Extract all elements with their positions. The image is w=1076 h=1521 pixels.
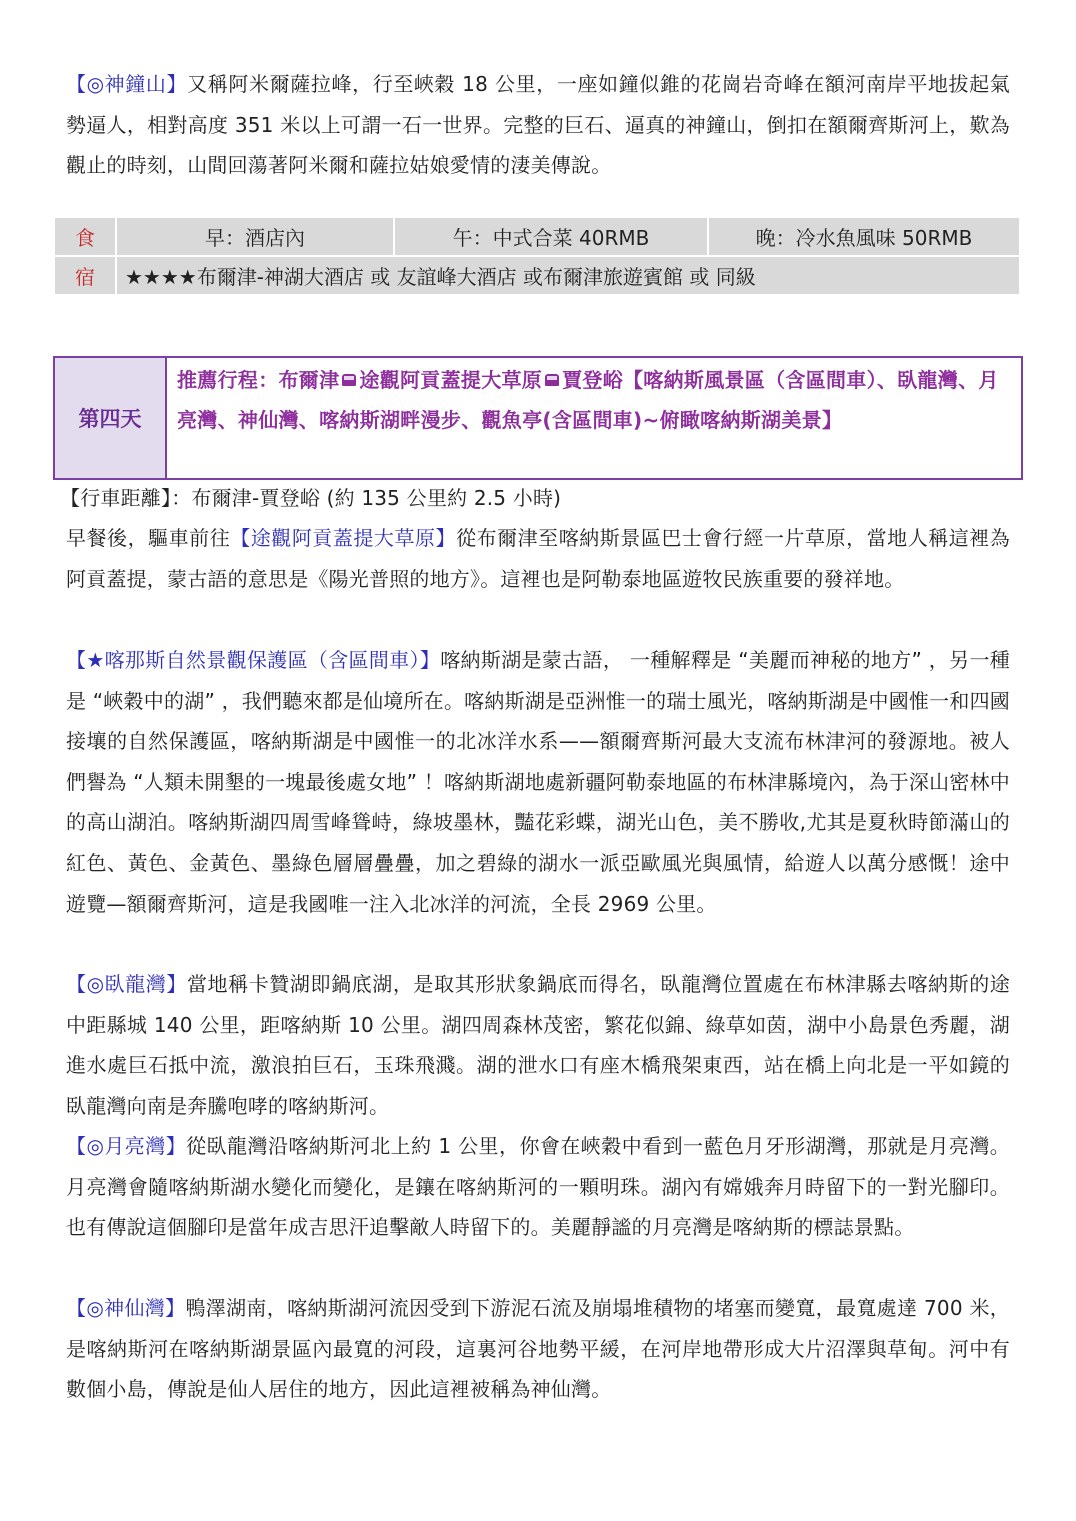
agongaiti-tag: 【途觀阿貢蓋提大草原】 xyxy=(230,526,457,550)
stay-row xyxy=(54,256,1020,295)
food-key: 食 xyxy=(54,217,116,256)
lunch-cell: 午：中式合菜 40RMB xyxy=(394,217,708,256)
agongaiti-lead: 早餐後，驅車前往 xyxy=(66,526,231,550)
bus-icon xyxy=(342,374,356,386)
shenzhong-paragraph xyxy=(66,64,1010,186)
dinner-cell: 晚：冷水魚風味 50RMB xyxy=(708,217,1020,256)
breakfast-cell: 早：酒店內 xyxy=(116,217,394,256)
meal-table xyxy=(53,216,1021,296)
stay-key: 宿 xyxy=(54,256,116,295)
shenzhong-text: 又稱阿米爾薩拉峰，行至峽穀 18 公里，一座如鐘似錐的花崗岩奇峰在額河南岸平地拔起氣勢逼人，相對高度 351 米以上可謂一石一世界。完整的巨石、逼真的神鐘山，倒扣在額爾齊斯河上，歎為觀止的時刻，山間回蕩著阿米爾和薩拉姑娘愛情的淒美傳說。 xyxy=(66,72,1010,178)
yueliang-text: 從臥龍灣沿喀納斯河北上約 1 公里，你會在峽穀中看到一藍色月牙形湖灣，那就是月亮灣。月亮灣會隨喀納斯湖水變化而變化，是鑲在喀納斯河的一顆明珠。湖內有嫦娥奔月時留下的一對光腳印。也有傳說這個腳印是當年成吉思汗追擊敵人時留下的。美麗靜謐的月亮灣是喀納斯的標誌景點。 xyxy=(66,1134,1010,1240)
distance-line: 【行車距離】：布爾津-賈登峪 (約 135 公里約 2.5 小時) xyxy=(60,486,562,510)
kanas-paragraph xyxy=(66,640,1010,924)
day-title-b: 途觀阿貢蓋提大草原 xyxy=(359,368,543,392)
day-title-a: 推薦行程：布爾津 xyxy=(177,368,340,392)
bus-icon xyxy=(545,374,559,386)
wolong-text: 當地稱卡贊湖即鍋底湖，是取其形狀象鍋底而得名，臥龍灣位置處在布林津縣去喀納斯的途中距縣城 140 公里，距喀納斯 10 公里。湖四周森林茂密，繁花似錦、綠草如茵，湖中小島景色秀麗，湖進水處巨石抵中流，激浪拍巨石，玉珠飛濺。湖的泄水口有座木橋飛架東西，站在橋上向北是一平如鏡的臥龍灣向南是奔騰咆哮的喀納斯河。 xyxy=(66,972,1010,1118)
wolong-paragraph xyxy=(66,964,1010,1126)
shenxian-text: 鴨澤湖南，喀納斯湖河流因受到下游泥石流及崩塌堆積物的堵塞而變寬，最寬處達 700 米，是喀納斯河在喀納斯湖景區內最寬的河段，這裏河谷地勢平緩，在河岸地帶形成大片沼澤與草甸。河中有數個小島，傳說是仙人居住的地方，因此這裡被稱為神仙灣。 xyxy=(66,1296,1010,1402)
agongaiti-paragraph xyxy=(66,518,1010,599)
shenzhong-tag: 【◎神鐘山】 xyxy=(66,72,188,96)
shenxian-paragraph xyxy=(66,1288,1010,1410)
day-label: 第四天 xyxy=(55,358,167,478)
stay-cell: ★★★★布爾津-神湖大酒店 或 友誼峰大酒店 或布爾津旅遊賓館 或 同級 xyxy=(116,256,1020,295)
yueliang-paragraph xyxy=(66,1126,1010,1248)
kanas-text: 喀納斯湖是蒙古語， 一種解釋是 “美麗而神秘的地方” ，另一種是 “峽穀中的湖” ，我們聽來都是仙境所在。喀納斯湖是亞洲惟一的瑞士風光，喀納斯湖是中國惟一和四國接壤的自然保護區，喀納斯湖是中國惟一的北冰洋水系——額爾齊斯河最大支流布林津河的發源地。被人們譽為 “人類未開墾的一塊最後處女地” ！喀納斯湖地處新疆阿勒泰地區的布林津縣境內，為于深山密林中的高山湖泊。喀納斯湖四周雪峰聳峙，綠坡墨林，豔花彩蝶，湖光山色，美不勝收,尤其是夏秋時節滿山的紅色、黃色、金黃色、墨綠色層層疊疊，加之碧綠的湖水一派亞歐風光與風情，給遊人以萬分感慨！途中遊覽—額爾齊斯河，這是我國唯一注入北冰洋的河流，全長 2969 公里。 xyxy=(66,648,1010,916)
wolong-tag: 【◎臥龍灣】 xyxy=(66,972,187,996)
food-row xyxy=(54,217,1020,256)
day-title-c: 賈登峪【喀納斯風景區（含區間車）、臥龍灣、月亮灣、神仙灣、喀納斯湖畔漫步、觀魚亭(含區間車)~俯瞰喀納斯湖美景】 xyxy=(177,368,999,432)
yueliang-tag: 【◎月亮灣】 xyxy=(66,1134,187,1158)
agongaiti-text: 從布爾津至喀納斯景區巴士會行經一片草原，當地人稱這裡為阿貢蓋提，蒙古語的意思是《陽光普照的地方》。這裡也是阿勒泰地區遊牧民族重要的發祥地。 xyxy=(66,526,1011,591)
day-header xyxy=(53,356,1023,480)
kanas-tag: 【★喀那斯自然景觀保護區（含區間車）】 xyxy=(66,648,441,672)
shenxian-tag: 【◎神仙灣】 xyxy=(66,1296,186,1320)
day-title xyxy=(167,358,1021,478)
